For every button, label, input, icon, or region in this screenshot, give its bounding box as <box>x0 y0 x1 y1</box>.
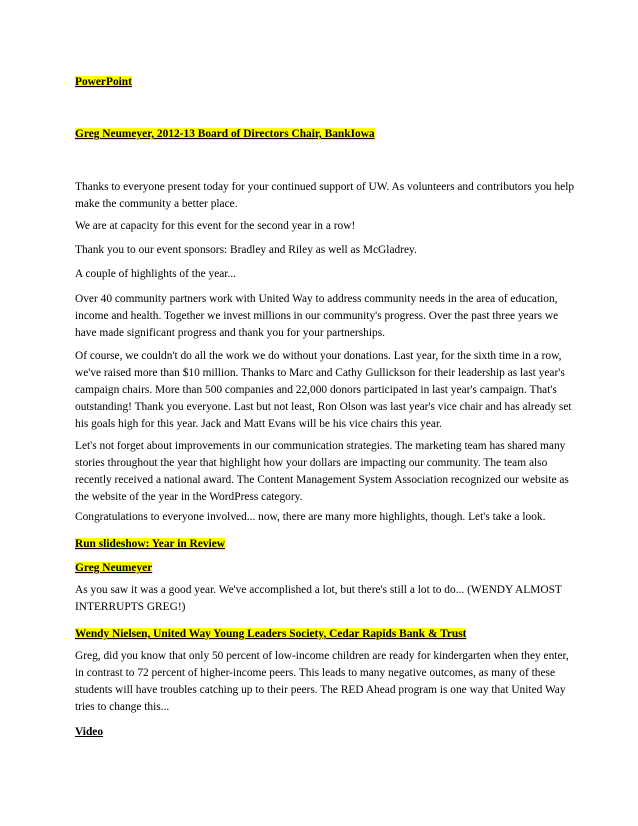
paragraph-thanks <box>75 179 575 213</box>
paragraph-text: Of course, we couldn't do all the work we do without your donations. Last year, for the sixth time in a row, we've raised more than $10 million. Thanks to Marc and Cathy Gullickson for their leadership as last year's campaign chairs. More than 500 companies and 22,000 donors participated in last year's campaign. That's outstanding! Thank you everyone. Last but not least, Ron Olson was last year's vice chair and has already set his goals high for this year. Jack and Matt Evans will be his vice chairs this year. <box>75 350 572 430</box>
paragraph-text: Over 40 community partners work with United Way to address community needs in the area of education, income and health. Together we invest millions in our community's progress. Over the past three years we have made significant progress and thank you for your partnerships. <box>75 293 559 339</box>
paragraph-congratulations <box>75 509 575 526</box>
paragraph-text: A couple of highlights of the year... <box>75 268 237 280</box>
heading-greg-title-block <box>75 124 575 142</box>
paragraph-communication <box>75 438 575 506</box>
heading-powerpoint: PowerPoint <box>75 76 132 88</box>
heading-greg-short-block <box>75 558 575 576</box>
heading-video: Video <box>75 726 104 738</box>
paragraph-text: Greg, did you know that only 50 percent of low-income children are ready for kindergarten when they enter, in contrast to 72 percent of higher-income peers. This leads to many negative outcomes, as many of these students will have troubles catching up to their peers. The RED Ahead program is one way that United Way tries to change this... <box>75 650 569 713</box>
paragraph-text: Thanks to everyone present today for your continued support of UW. As volunteers and contributors you help make the community a better place. <box>75 181 575 210</box>
paragraph-text: Congratulations to everyone involved... now, there are many more highlights, though. Let's take a look. <box>75 511 546 523</box>
heading-wendy-block <box>75 624 575 642</box>
heading-run-slideshow-block <box>75 534 575 552</box>
paragraph-highlights <box>75 266 575 283</box>
heading-greg-title: Greg Neumeyer, 2012-13 Board of Directors Chair, BankIowa <box>75 128 375 140</box>
heading-wendy-title: Wendy Nielsen, United Way Young Leaders Society, Cedar Rapids Bank & Trust <box>75 628 467 640</box>
heading-run-slideshow: Run slideshow: Year in Review <box>75 538 225 550</box>
paragraph-good-year <box>75 582 575 616</box>
paragraph-partners <box>75 291 575 342</box>
paragraph-text: Thank you to our event sponsors: Bradley and Riley as well as McGladrey. <box>75 244 417 256</box>
heading-powerpoint-block <box>75 72 575 90</box>
paragraph-text: Let's not forget about improvements in our communication strategies. The marketing team has shared many stories throughout the year that highlight how your dollars are impacting our community. The team also recently received a national award. The Content Management System Association recognized our website as the website of the year in the WordPress category. <box>75 440 569 503</box>
paragraph-text: As you saw it was a good year. We've accomplished a lot, but there's still a lot to do... (WENDY ALMOST INTERRUPTS GREG!) <box>75 584 562 613</box>
paragraph-sponsors <box>75 242 575 259</box>
heading-video-block <box>75 722 575 740</box>
paragraph-kindergarten <box>75 648 575 716</box>
paragraph-text: We are at capacity for this event for the second year in a row! <box>75 220 356 232</box>
heading-greg-short: Greg Neumeyer <box>75 562 153 574</box>
paragraph-donations <box>75 348 575 433</box>
paragraph-capacity <box>75 218 575 235</box>
